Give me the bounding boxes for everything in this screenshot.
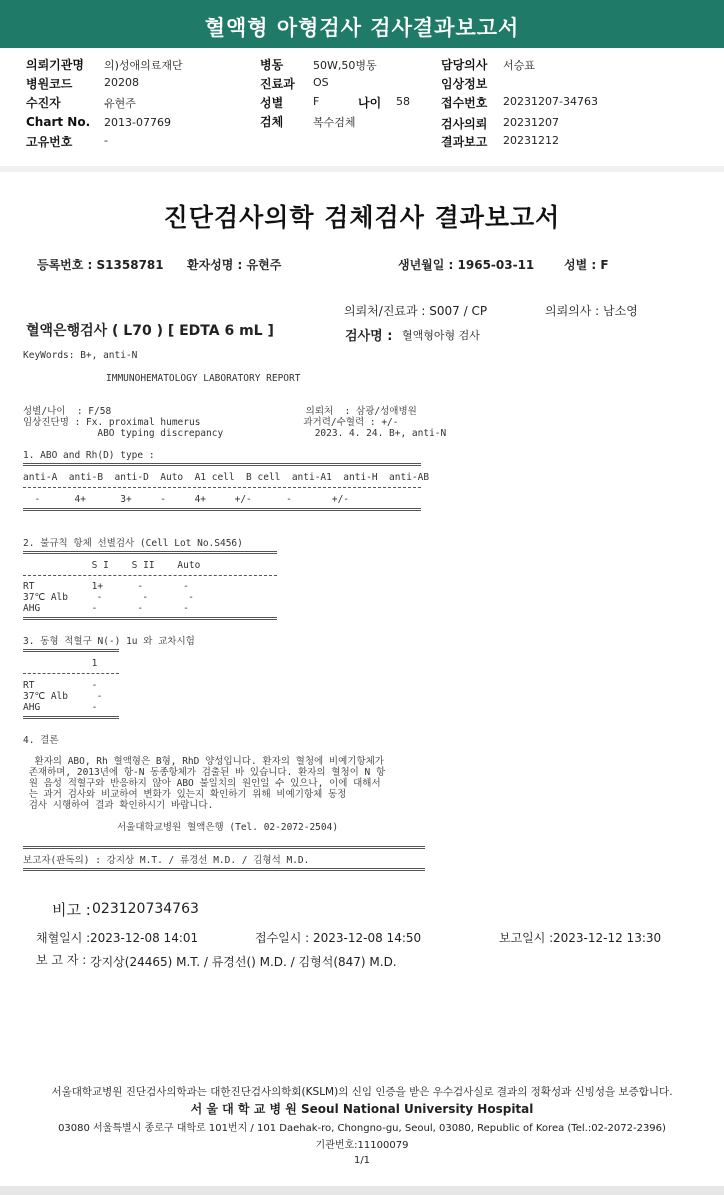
separator-line <box>23 551 277 554</box>
hospital-address: 03080 서울특별시 종로구 대학로 101번지 / 101 Daehak-ro, Chongno-gu, Seoul, 03080, Republic of Korea (Tel.:02-2072-2396) <box>58 1123 666 1134</box>
request-value: 20231207 <box>503 116 559 129</box>
patient-name: 환자성명 : 유현주 <box>187 258 282 272</box>
department-value: OS <box>313 76 329 89</box>
separator-line <box>23 716 119 719</box>
separator-line <box>23 673 119 674</box>
hospital-code-label: 병원코드 <box>26 77 73 91</box>
report-date-label: 결과보고 <box>441 135 488 149</box>
conclusion-line: 원 음성 적혈구와 반응하지 않아 ABO 불일치의 원인일 수 있으나, 이에 대해서 <box>23 778 381 789</box>
reporter-label: 보 고 자 : <box>36 953 87 967</box>
reported-label: 보고일시 : <box>499 931 554 945</box>
collected-label: 채혈일시 : <box>36 931 91 945</box>
separator-line <box>23 508 421 511</box>
unique-no-label: 고유번호 <box>26 135 73 149</box>
test-name-value: 혈액형아형 검사 <box>402 329 480 342</box>
section4-title: 4. 결론 <box>23 735 59 746</box>
chart-no-value: 2013-07769 <box>104 116 171 129</box>
separator-line <box>23 575 277 576</box>
request-label: 검사의뢰 <box>441 117 488 131</box>
separator-line <box>23 463 421 466</box>
collected-value: 2023-12-08 14:01 <box>90 931 199 945</box>
test-name-label: 검사명 : <box>345 329 393 344</box>
examinee-value: 유현주 <box>104 97 136 110</box>
requesting-doctor: 의뢰의사 : 남소영 <box>545 304 638 318</box>
section1-values: - 4+ 3+ - 4+ +/- - +/- <box>23 494 350 505</box>
info-line: 임상진단명 : Fx. proximal humerus 과거력/수혈력 : +/- <box>23 417 399 428</box>
specimen-value: 복수검체 <box>313 116 356 129</box>
reporters-line: 보고자(판독의) : 강지상 M.T. / 류경선 M.D. / 김형석 M.D. <box>23 855 310 866</box>
info-line: ABO typing discrepancy 2023. 4. 24. B+, anti-N <box>23 428 447 439</box>
ward-label: 병동 <box>260 58 284 72</box>
certification-statement: 서울대학교병원 진단검사의학과는 대한진단검사의학회(KSLM)의 신임 인증을 받은 우수검사실로 결과의 정확성과 신빙성을 보증합니다. <box>51 1086 673 1098</box>
lab-report-title: IMMUNOHEMATOLOGY LABORATORY REPORT <box>106 373 301 384</box>
section3-row: RT - <box>23 680 98 691</box>
chart-no-label: Chart No. <box>26 115 91 129</box>
page-bottom-bar <box>0 1186 724 1195</box>
header-info-panel <box>0 48 724 167</box>
section2-row: RT 1+ - - <box>23 581 189 592</box>
reception-no-value: 20231207-34763 <box>503 95 598 108</box>
separator-line <box>23 487 421 488</box>
unique-no-value: - <box>104 134 108 147</box>
section3-row: 37℃ Alb - <box>23 691 103 702</box>
conclusion-line: 존재하며, 2013년에 항-N 동종항체가 검출된 바 있습니다. 환자의 혈청이 N 항 <box>23 767 386 778</box>
sex-label: 성별 <box>260 96 284 110</box>
separator-line <box>23 868 425 871</box>
birth-date: 생년월일 : 1965-03-11 <box>398 258 535 272</box>
keywords: KeyWords: B+, anti-N <box>23 350 138 361</box>
report-main-title: 진단검사의학 검체검사 결과보고서 <box>163 203 561 232</box>
section3-title: 3. 동형 적혈구 N(-) 1u 와 교차시험 <box>23 636 195 647</box>
section2-row: AHG - - - <box>23 603 189 614</box>
separator-line <box>23 846 425 849</box>
report-title-bar <box>0 0 724 48</box>
page-number: 1/1 <box>353 1155 371 1166</box>
requester-department: 의뢰처/진료과 : S007 / CP <box>344 304 488 318</box>
conclusion-line: 는 과거 검사와 비교하여 변화가 있는지 확인하기 위해 비예기항체 동정 <box>23 789 347 800</box>
remarks-label: 비고 : <box>52 901 91 919</box>
sex-value: F <box>313 95 320 108</box>
specimen-label: 검체 <box>260 115 284 129</box>
doctor-value: 서승표 <box>503 59 535 72</box>
section3-header: 1 <box>23 658 98 669</box>
doctor-label: 담당의사 <box>441 58 488 72</box>
test-group: 혈액은행검사 ( L70 ) [ EDTA 6 mL ] <box>26 323 274 339</box>
hospital-name: 서 울 대 학 교 병 원 Seoul National University Hospital <box>190 1102 534 1116</box>
section2-row: 37℃ Alb - - - <box>23 592 194 603</box>
section3-row: AHG - <box>23 702 98 713</box>
reception-no-label: 접수번호 <box>441 96 488 110</box>
patient-sex: 성별 : F <box>564 258 609 272</box>
institution-number: 기관번호:11100079 <box>315 1140 409 1151</box>
received-value: 2023-12-08 14:50 <box>313 931 422 945</box>
clinical-info-label: 임상정보 <box>441 77 488 91</box>
institution-label: 의뢰기관명 <box>26 58 84 72</box>
reported-value: 2023-12-12 13:30 <box>553 931 662 945</box>
age-label: 나이 <box>358 96 382 110</box>
section2-header: S I S II Auto <box>23 560 201 571</box>
separator-line <box>23 649 119 652</box>
section1-title: 1. ABO and Rh(D) type : <box>23 450 155 461</box>
report-date-value: 20231212 <box>503 134 559 147</box>
institution-value: 의)성애의료재단 <box>104 59 183 72</box>
registration-number: 등록번호 : S1358781 <box>37 258 164 272</box>
age-value: 58 <box>396 95 410 108</box>
info-line: 성별/나이 : F/58 의뢰처 : 삼광/성애병원 <box>23 406 417 417</box>
section1-header: anti-A anti-B anti-D Auto A1 cell B cell anti-A1 anti-H anti-AB <box>23 472 430 483</box>
received-label: 접수일시 : <box>255 931 310 945</box>
hospital-code-value: 20208 <box>104 76 139 89</box>
report-header-title: 혈액형 아형검사 검사결과보고서 <box>204 16 520 40</box>
blood-bank-signature: 서울대학교병원 혈액은행 (Tel. 02-2072-2504) <box>117 822 339 833</box>
department-label: 진료과 <box>260 77 295 91</box>
separator-line <box>23 617 277 620</box>
section2-title: 2. 불규칙 항체 선별검사 (Cell Lot No.S456) <box>23 538 243 549</box>
conclusion-line: 환자의 ABO, Rh 혈액형은 B형, RhD 양성입니다. 환자의 혈청에 비예기항체가 <box>23 756 384 767</box>
remarks-value: 023120734763 <box>92 901 199 917</box>
conclusion-line: 검사 시행하여 결과 확인하시기 바랍니다. <box>23 800 214 811</box>
ward-value: 50W,50병동 <box>313 59 377 72</box>
examinee-label: 수진자 <box>26 96 61 110</box>
reporter-value: 강지상(24465) M.T. / 류경선() M.D. / 김형석(847) M.D. <box>90 955 397 969</box>
section-divider <box>0 166 724 172</box>
